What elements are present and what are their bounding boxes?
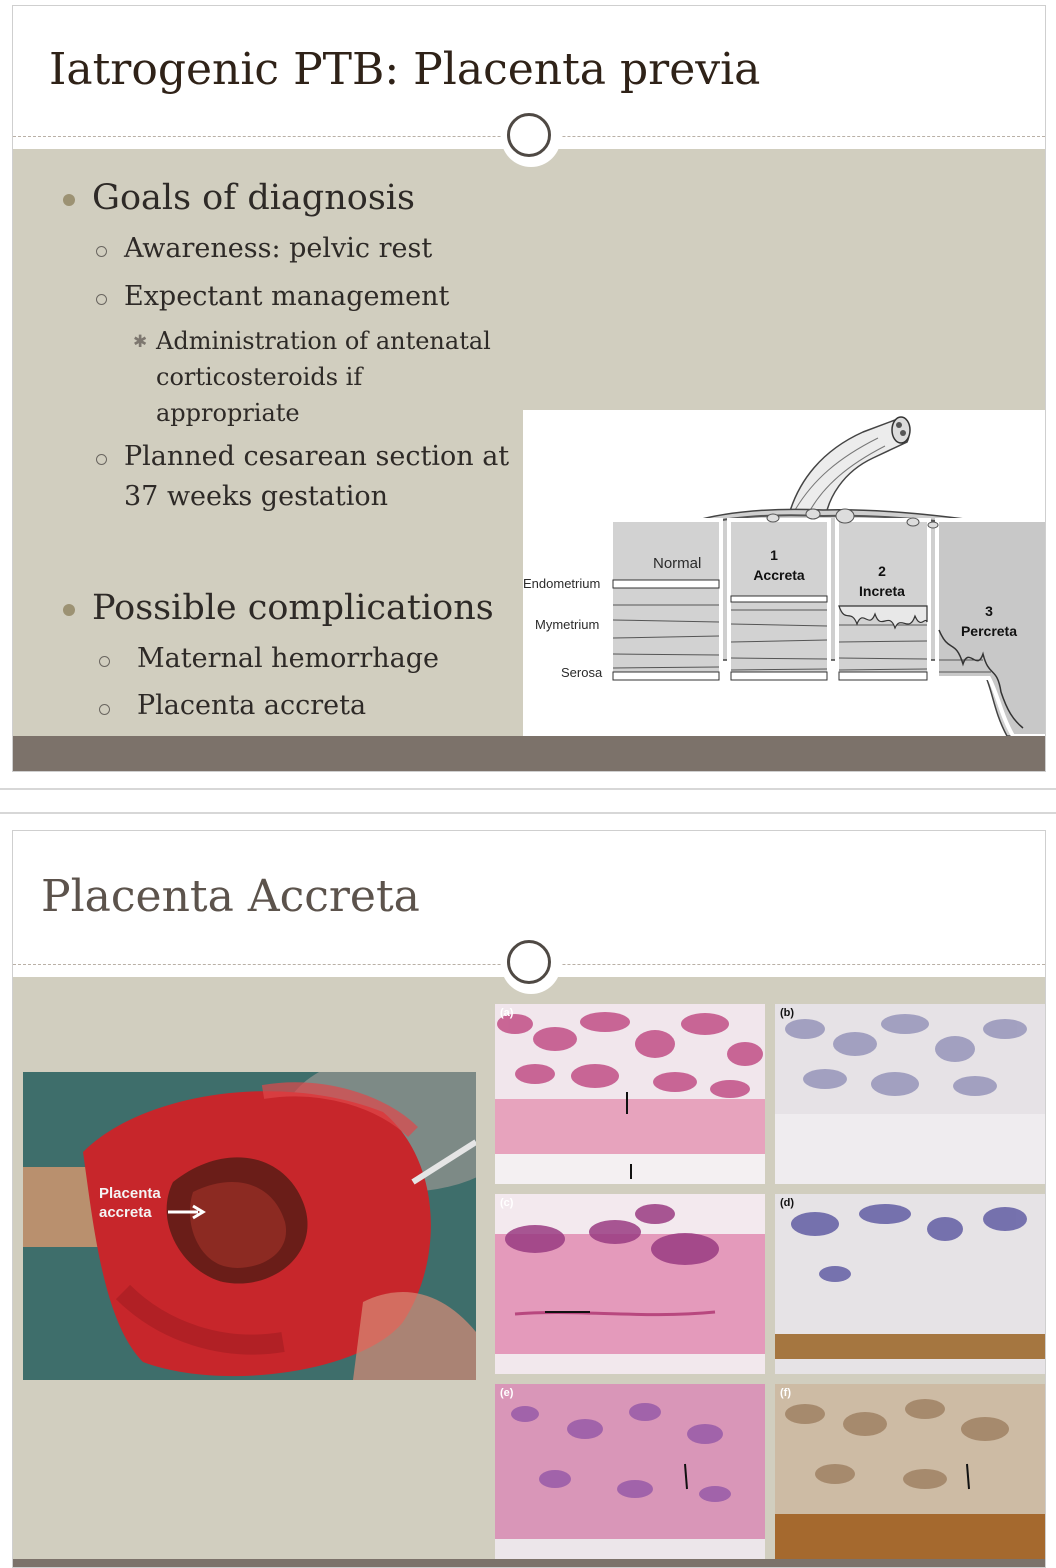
sub-bullet-cesarean: Planned cesarean section at (124, 441, 510, 472)
bullet-complications: Possible complications (92, 588, 494, 628)
divider-ring-icon (501, 934, 561, 994)
bullet-dot (63, 604, 75, 616)
histology-panel-d (775, 1194, 1046, 1374)
column-num-accreta: 1 (770, 547, 778, 563)
sub-bullet-expectant: Expectant management (124, 281, 450, 312)
layer-label-myometrium: Mymetrium (535, 617, 600, 632)
bullet-goals: Goals of diagnosis (92, 178, 415, 218)
slide-separator (0, 812, 1056, 814)
panel-label-d: (d) (780, 1197, 795, 1209)
sub-bullet-awareness: Awareness: pelvic rest (124, 233, 433, 264)
subsub-line-2: corticosteroids if (156, 363, 363, 391)
sub-bullet-circle (99, 656, 110, 667)
panel-label-f: (f) (780, 1387, 791, 1399)
histo-f-art (775, 1384, 1046, 1559)
subsub-line-3: appropriate (156, 399, 300, 427)
panel-label-a: (a) (500, 1007, 514, 1019)
slide-placenta-previa (12, 5, 1046, 772)
sub-bullet-accreta: Placenta accreta (137, 690, 367, 721)
surgical-photo-art (23, 1072, 476, 1380)
slide-title: Iatrogenic PTB: Placenta previa (49, 44, 761, 95)
sub-bullet-hemorrhage: Maternal hemorrhage (137, 643, 439, 674)
slide-footer (13, 1559, 1045, 1568)
sub-bullet-circle (99, 704, 110, 715)
column-num-percreta: 3 (985, 603, 993, 619)
layer-label-serosa: Serosa (561, 665, 603, 680)
histology-panel-b (775, 1004, 1046, 1184)
column-label-percreta: Percreta (960, 623, 1018, 639)
slide-title: Placenta Accreta (41, 871, 420, 922)
layer-label-endometrium: Endometrium (523, 576, 601, 591)
invasion-diagram-svg (523, 410, 1046, 736)
column-label-accreta: Accreta (753, 567, 805, 583)
bullet-dot (63, 194, 75, 206)
surgical-photo (23, 1072, 476, 1380)
histo-c-art (495, 1194, 765, 1374)
sub-bullet-circle (96, 294, 107, 305)
slide-separator (0, 788, 1056, 790)
histology-panel-f (775, 1384, 1046, 1559)
histo-b-art (775, 1004, 1046, 1184)
column-normal (611, 520, 721, 682)
column-label-normal: Normal (653, 555, 702, 572)
photo-label-line1: Placenta (99, 1185, 161, 1202)
histo-e-art (495, 1384, 765, 1559)
histo-a-art (495, 1004, 765, 1184)
panel-label-e: (e) (500, 1387, 514, 1399)
star-bullet-icon: ✱ (133, 332, 148, 352)
sub-bullet-circle (96, 246, 107, 257)
panel-label-c: (c) (500, 1197, 514, 1209)
placenta-invasion-diagram (523, 410, 1046, 736)
histology-panel-c (495, 1194, 765, 1374)
slide-footer (13, 736, 1045, 772)
histology-panel-a (495, 1004, 765, 1184)
photo-label-line2: accreta (99, 1204, 152, 1221)
column-num-increta: 2 (878, 563, 886, 579)
subsub-line-1: Administration of antenatal (156, 327, 491, 355)
panel-label-b: (b) (780, 1007, 795, 1019)
column-label-increta: Increta (859, 583, 905, 599)
sub-bullet-cesarean-cont: 37 weeks gestation (124, 481, 389, 512)
photo-label (99, 1184, 161, 1222)
sub-bullet-circle (96, 454, 107, 465)
histo-d-art (775, 1194, 1046, 1374)
divider-ring-icon (501, 107, 561, 167)
slide-placenta-accreta (12, 830, 1046, 1568)
histology-panel-e (495, 1384, 765, 1559)
